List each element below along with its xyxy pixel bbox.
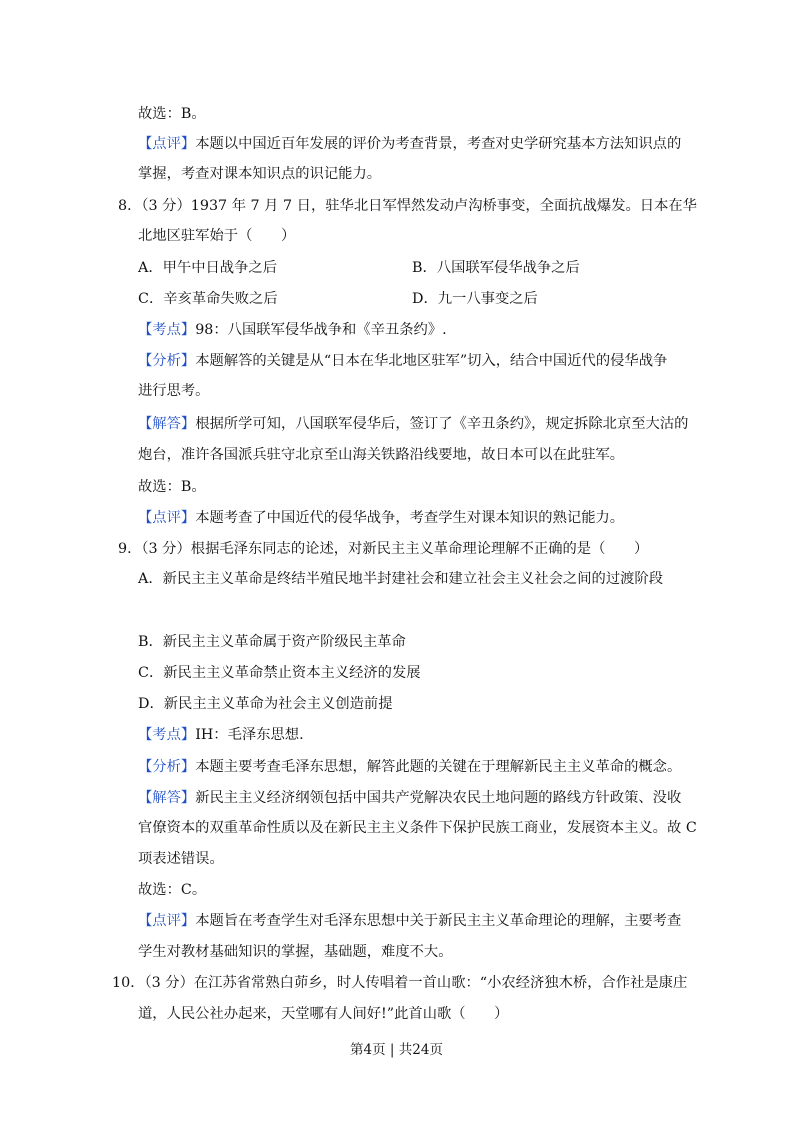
q8-review	[138, 508, 624, 528]
q9-stem: 9．（3 分）根据毛泽东同志的论述，对新民主主义革命理论理解不正确的是（ ）	[118, 541, 649, 557]
kaodian-tag: 【考点】	[138, 727, 196, 743]
q9-option-b: B．新民主主义革命属于资产阶级民主革命	[138, 634, 406, 650]
jieda-text: 新民主主义经济纲领包括中国共产党解决农民土地问题的路线方针政策、没收	[195, 790, 682, 806]
q9-fenxi	[138, 757, 681, 777]
q8-answer: 故选：B。	[138, 479, 206, 495]
q8-fenxi-cont: 进行思考。	[138, 383, 210, 399]
kaodian-tag: 【考点】	[138, 322, 196, 338]
review-text: 本题旨在考查学生对毛泽东思想中关于新民主主义革命理论的理解，主要考查	[195, 913, 682, 929]
kaodian-text: 98：八国联军侵华战争和《辛丑条约》.	[195, 322, 447, 338]
q8-jieda-cont: 炮台，准许各国派兵驻守北京至山海关铁路沿线要地，故日本可以在此驻军。	[138, 447, 625, 463]
q8-jieda	[138, 414, 688, 434]
q8-stem: 8．（3 分）1937 年 7 月 7 日，驻华北日军悍然发动卢沟桥事变，全面抗战爆发。日本在华	[118, 198, 697, 214]
jieda-tag: 【解答】	[138, 416, 196, 432]
q9-answer: 故选：C。	[138, 882, 207, 898]
q9-review	[138, 911, 681, 931]
q9-option-d: D．新民主主义革命为社会主义创造前提	[138, 696, 393, 712]
q8-option-a: A．甲午中日战争之后	[138, 260, 277, 276]
q8-option-c: C．辛亥革命失败之后	[138, 291, 278, 307]
q10-stem-cont: 道，人民公社办起来，天堂哪有人间好!”此首山歌（ ）	[138, 1006, 509, 1022]
fenxi-tag: 【分析】	[138, 353, 196, 369]
q7-review-cont: 掌握，考查对课本知识点的识记能力。	[138, 166, 382, 182]
q9-jieda-cont: 官僚资本的双重革命性质以及在新民主主义条件下保护民族工商业，发展资本主义。故 C	[138, 820, 697, 836]
fenxi-tag: 【分析】	[138, 759, 196, 775]
q8-option-b: B．八国联军侵华战争之后	[412, 260, 580, 276]
review-tag: 【点评】	[138, 913, 196, 929]
q8-option-d: D．九一八事变之后	[412, 291, 538, 307]
q9-option-a: A．新民主主义革命是终结半殖民地半封建社会和建立社会主义社会之间的过渡阶段	[138, 571, 664, 587]
q9-review-cont: 学生对教材基础知识的掌握，基础题，难度不大。	[138, 944, 453, 960]
q8-stem-cont: 北地区驻军始于（ ）	[138, 228, 296, 244]
fenxi-text: 本题解答的关键是从“日本在华北地区驻军”切入，结合中国近代的侵华战争	[195, 353, 668, 369]
review-text: 本题以中国近百年发展的评价为考查背景，考查对史学研究基本方法知识点的	[195, 136, 682, 152]
q8-fenxi	[138, 351, 667, 371]
q8-kaodian	[138, 320, 447, 340]
q9-jieda-cont2: 项表述错误。	[138, 851, 224, 867]
review-tag: 【点评】	[138, 510, 196, 526]
jieda-text: 根据所学可知，八国联军侵华后，签订了《辛丑条约》，规定拆除北京至大沽的	[195, 416, 689, 432]
q9-option-c: C．新民主主义革命禁止资本主义经济的发展	[138, 665, 421, 681]
review-tag: 【点评】	[138, 136, 196, 152]
jieda-tag: 【解答】	[138, 790, 196, 806]
q7-review	[138, 134, 681, 154]
q10-stem: 10．（3 分）在江苏省常熟白茆乡，时人传唱着一首山歌：“小农经济独木桥，合作社是康庄	[112, 975, 688, 991]
q7-answer: 故选：B。	[138, 106, 206, 122]
fenxi-text: 本题主要考查毛泽东思想，解答此题的关键在于理解新民主主义革命的概念。	[195, 759, 682, 775]
page-footer: 第4页 | 共24页	[350, 1042, 443, 1058]
q9-jieda	[138, 788, 681, 808]
review-text: 本题考查了中国近代的侵华战争，考查学生对课本知识的熟记能力。	[195, 510, 625, 526]
kaodian-text: IH：毛泽东思想.	[195, 727, 304, 743]
q9-kaodian	[138, 725, 304, 745]
